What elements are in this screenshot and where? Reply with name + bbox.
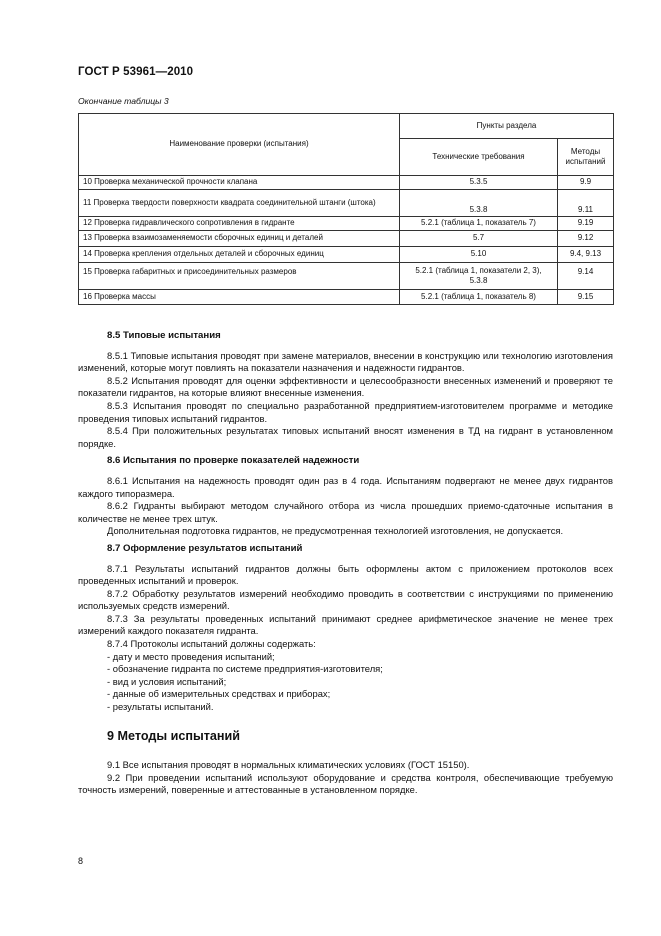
table-row [79,190,614,217]
body-text [78,325,613,797]
row-tech-cell [400,263,558,290]
paragraph-8-5-4: 8.5.4 При положительных результатах типовых испытаний вносят изменения в ТД на гидрант в установленном порядке. [78,425,613,449]
paragraph-9-2: 9.2 При проведении испытаний используют оборудование и средства контроля, обеспечивающие требуемую точность измерений, поверенные и аттестованные в установленном порядке. [78,771,613,796]
header-tech-cell: Технические требования [400,139,558,176]
row-tech-cell: 5.3.5 [400,176,558,190]
row-method-cell: 9.12 [558,231,614,247]
document-header: ГОСТ Р 53961—2010 [78,66,194,78]
section-8-7-title: 8.7 Оформление результатов испытаний [107,542,303,554]
row-tech-line2: 5.3.8 [469,276,488,285]
row-name-cell: 12 Проверка гидравлического сопротивления в гидранте [79,217,400,231]
row-name-cell: 16 Проверка массы [79,290,400,305]
paragraph-8-5-2: 8.5.2 Испытания проводят для оценки эффективности и целесообразности внесенных изменений и проверяют те показатели гидрантов, на которые влияют внесенные изменения. [78,374,613,399]
row-tech-line1: 5.2.1 (таблица 1, показатели 2, 3), [415,265,542,275]
paragraph-8-5-1: 8.5.1 Типовые испытания проводят при замене материалов, внесении в конструкцию или технологию изготовления изменений, которые могут повлиять на показатели назначения и надежности гидрантов. [78,349,613,374]
header-methods-cell [558,139,614,176]
table-row [79,217,614,231]
list-item: - вид и условия испытаний; [107,675,227,687]
section-9-title: 9 Методы испытаний [107,728,240,743]
list-item: - данные об измерительных средствах и приборах; [107,688,331,700]
paragraph-8-6-2: 8.6.2 Гидранты выбирают методом случайного отбора из числа прошедших приемо-сдаточные испытания в количестве не менее трех штук. [78,500,613,524]
row-method-cell: 9.4, 9.13 [558,247,614,263]
row-tech-cell: 5.2.1 (таблица 1, показатель 7) [400,217,558,231]
paragraph-8-7-4: 8.7.4 Протоколы испытаний должны содержать: [107,638,316,650]
table-row [79,231,614,247]
row-method-cell: 9.19 [558,217,614,231]
table-row [79,176,614,190]
row-method-cell: 9.14 [558,263,614,290]
list-item: - дату и место проведения испытаний; [107,650,275,662]
paragraph-8-6-1: 8.6.1 Испытания на надежность проводят один раз в 4 года. Испытаниям подвергают не менее двух гидрантов каждого типоразмера. [78,474,613,499]
paragraph-8-6-3: Дополнительная подготовка гидрантов, не предусмотренная технологией изготовления, не допускается. [107,525,564,537]
header-group-cell: Пункты раздела [400,114,614,139]
header-methods-line2: испытаний [565,157,606,166]
paragraph-8-7-3: 8.7.3 За результаты проведенных испытаний принимают среднее арифметическое значение не менее трех измерений каждого показателя гидранта. [78,612,613,637]
paragraph-8-7-2: 8.7.2 Обработку результатов измерений необходимо проводить в соответствии с инструкциями по применению используемых средств измерений. [78,587,613,612]
row-name-cell: 14 Проверка крепления отдельных деталей и сборочных единиц [79,247,400,263]
header-methods-line1: Методы [570,146,601,156]
row-name-cell: 13 Проверка взаимозаменяемости сборочных единиц и деталей [79,231,400,247]
page-number: 8 [78,856,84,866]
row-method-cell: 9.9 [558,176,614,190]
row-tech-cell: 5.2.1 (таблица 1, показатель 8) [400,290,558,305]
paragraph-8-7-1: 8.7.1 Результаты испытаний гидрантов должны быть оформлены актом с приложением протоколов всех проведенных испытаний и проверок. [78,562,613,587]
row-method-cell: 9.11 [558,190,614,217]
row-tech-cell: 5.10 [400,247,558,263]
list-item: - результаты испытаний. [107,701,214,713]
paragraph-8-5-3: 8.5.3 Испытания проводят по специально разработанной предприятием-изготовителем программе и методике проведения типовых испытаний гидрантов. [78,399,613,424]
section-8-5-title: 8.5 Типовые испытания [107,330,221,341]
header-name-cell: Наименование проверки (испытания) [79,114,400,176]
row-tech-cell: 5.3.8 [400,190,558,217]
row-method-cell: 9.15 [558,290,614,305]
list-item: - обозначение гидранта по системе предприятия-изготовителя; [107,663,383,675]
row-name-cell: 15 Проверка габаритных и присоединительных размеров [79,263,400,290]
table-caption: Окончание таблицы 3 [78,96,169,106]
section-8-6-title: 8.6 Испытания по проверке показателей надежности [107,455,360,467]
table-row [79,290,614,305]
row-name-cell: 11 Проверка твердости поверхности квадрата соединительной штанги (штока) [79,190,400,217]
table-row [79,247,614,263]
paragraph-9-1: 9.1 Все испытания проводят в нормальных климатических условиях (ГОСТ 15150). [107,759,470,771]
table-3 [78,113,614,305]
table-row [79,263,614,290]
row-name-cell: 10 Проверка механической прочности клапана [79,176,400,190]
row-tech-cell: 5.7 [400,231,558,247]
